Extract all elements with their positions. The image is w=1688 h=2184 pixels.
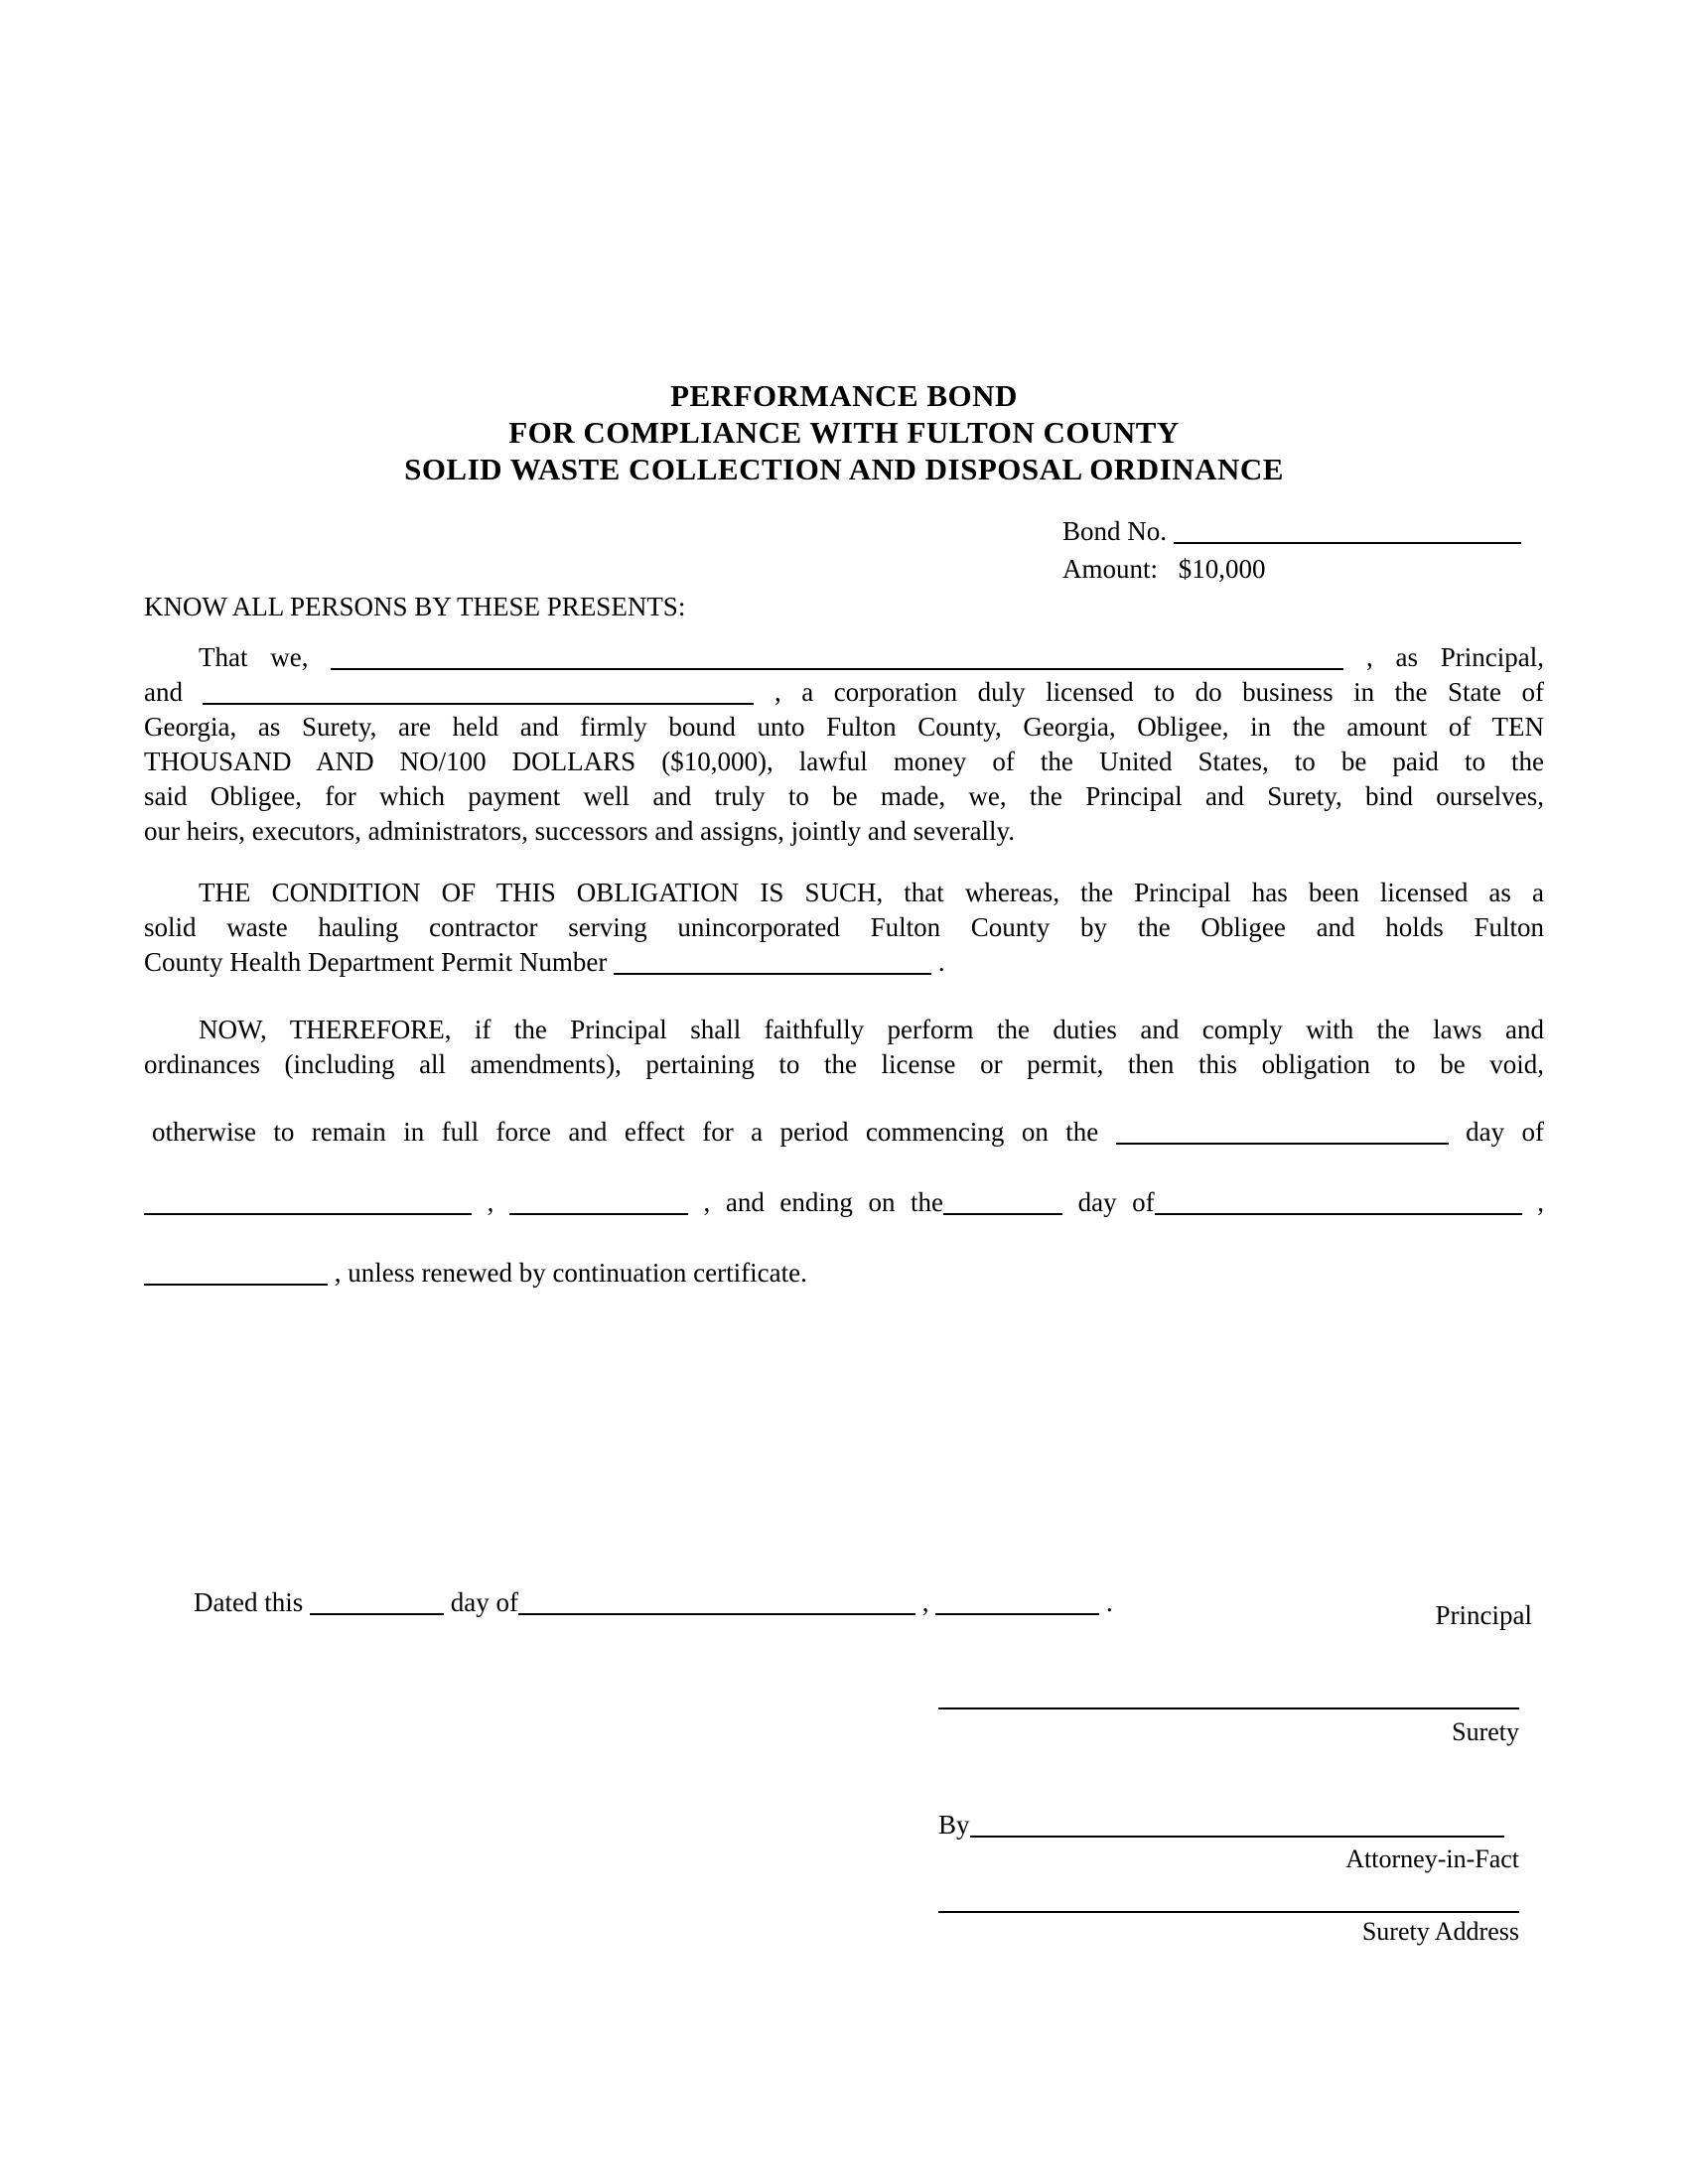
bond-number-row [1062, 512, 1544, 550]
signature-block [938, 1678, 1519, 1948]
text-line: THOUSAND AND NO/100 DOLLARS ($10,000), lawful money of the United States, to be paid to the [144, 747, 1544, 776]
salutation [144, 590, 1544, 624]
text-line: and , a corporation duly licensed to do business in the State of [144, 677, 1545, 707]
principal-label-text: Principal [1435, 1600, 1532, 1630]
attorney-signature-line[interactable] [970, 1832, 1504, 1838]
salutation-line: KNOW ALL PERSONS BY THESE PRESENTS: [144, 592, 686, 621]
text-line: said Obligee, for which payment well and truly to be made, we, the Principal and Surety, bind ourselves, [144, 781, 1544, 811]
blank-permit-number[interactable] [614, 969, 931, 975]
blank-commencing-day[interactable] [1116, 1139, 1449, 1145]
by-row [938, 1808, 1519, 1843]
paragraph-otherwise [144, 1115, 1544, 1150]
document-title [0, 377, 1688, 487]
amount-value: $10,000 [1178, 554, 1266, 584]
text-line: Dated this day of , . [194, 1587, 1113, 1617]
paragraph-obligation [144, 640, 1544, 849]
principal-label [144, 1600, 1544, 1631]
blank-ending-year[interactable] [144, 1280, 328, 1286]
text-line: , , and ending on the day of , [144, 1185, 1544, 1220]
amount-row [1062, 550, 1544, 588]
text-line: , unless renewed by continuation certificate. [144, 1256, 1544, 1291]
blank-ending-month[interactable] [1155, 1209, 1522, 1215]
document-title-line-2: FOR COMPLIANCE WITH FULTON COUNTY [508, 415, 1180, 450]
amount-label: Amount: [1062, 554, 1159, 584]
document-title-line-1: PERFORMANCE BOND [670, 378, 1018, 413]
text-line: solid waste hauling contractor serving unincorporated Fulton County by the Obligee and holds Fulton [144, 912, 1544, 942]
blank-principal-name[interactable] [331, 664, 1343, 670]
text-line: County Health Department Permit Number . [144, 947, 945, 977]
bond-number-field[interactable] [1174, 538, 1521, 544]
by-label: By [938, 1810, 970, 1840]
paragraph-condition [144, 876, 1544, 980]
text-line: THE CONDITION OF THIS OBLIGATION IS SUCH, that whereas, the Principal has been licensed as a [199, 878, 1544, 907]
text-line: our heirs, executors, administrators, successors and assigns, jointly and severally. [144, 816, 1016, 846]
blank-surety-name[interactable] [203, 699, 754, 705]
blank-commencing-year[interactable] [509, 1209, 688, 1215]
text-line: otherwise to remain in full force and effect for a period commencing on the day of [152, 1117, 1544, 1147]
text-line: That we, , as Principal, [199, 642, 1544, 672]
document-title-line-3: SOLID WASTE COLLECTION AND DISPOSAL ORDINANCE [404, 452, 1284, 486]
paragraph-unless-renewed [144, 1256, 1544, 1291]
text-line: Georgia, as Surety, are held and firmly bound unto Fulton County, Georgia, Obligee, in the amount of TEN [144, 712, 1544, 742]
attorney-in-fact-label: Attorney-in-Fact [1345, 1844, 1519, 1873]
surety-label: Surety [1452, 1717, 1519, 1746]
bond-meta [1062, 512, 1544, 588]
surety-address-line[interactable] [938, 1911, 1519, 1913]
surety-address-label: Surety Address [1361, 1917, 1519, 1946]
bond-number-label: Bond No. [1062, 516, 1168, 546]
paragraph-now-therefore [144, 1013, 1544, 1082]
blank-ending-day[interactable] [943, 1209, 1062, 1215]
surety-signature-line[interactable] [938, 1707, 1519, 1709]
text-line: ordinances (including all amendments), pertaining to the license or permit, then this obligation to be void, [144, 1049, 1544, 1079]
blank-commencing-month[interactable] [144, 1209, 472, 1215]
text-line: NOW, THEREFORE, if the Principal shall faithfully perform the duties and comply with the laws and [199, 1015, 1544, 1044]
paragraph-period-ending [144, 1185, 1544, 1220]
